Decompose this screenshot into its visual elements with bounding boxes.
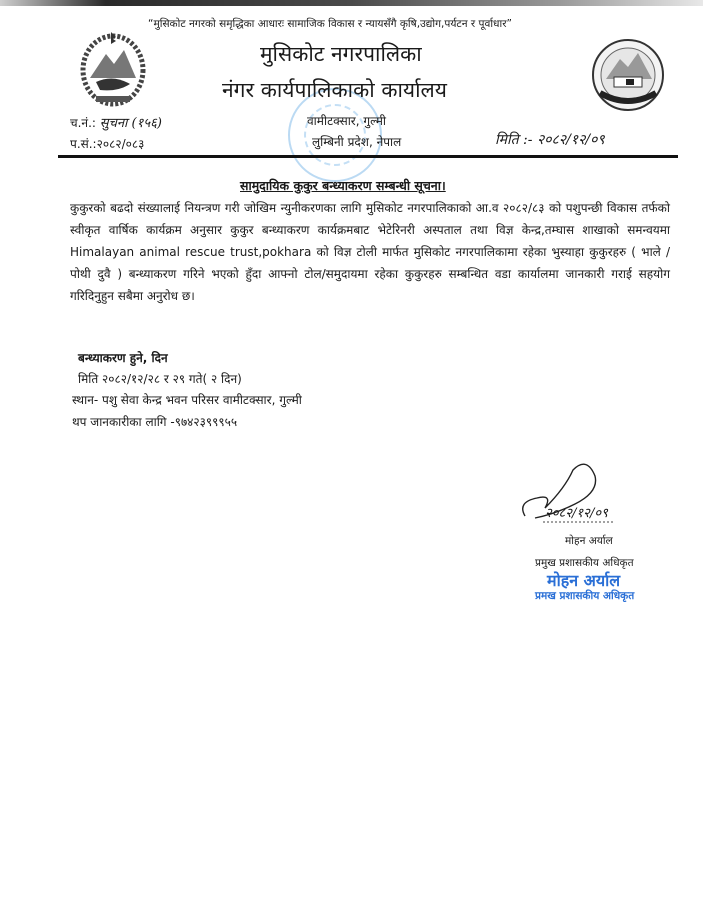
fiscal-year	[70, 135, 144, 152]
issue-date	[495, 130, 605, 149]
address-line-1: वामीटक्सार, गुल्मी	[307, 114, 387, 128]
notice-body	[70, 197, 670, 307]
notice-subject: सामुदायिक कुकुर बन्ध्याकरण सम्बन्धी सूचना।	[240, 178, 446, 193]
stamp-title: प्रमख प्रशासकीय अधिकृत	[535, 590, 635, 602]
signature-date: २०८२/१२/०९	[545, 506, 608, 521]
office-name: नंगर कार्यपालिकाको कार्यालय	[222, 78, 447, 102]
address-line-2: लुम्बिनी प्रदेश, नेपाल	[312, 135, 402, 149]
stamp-name: मोहन अर्याल	[547, 571, 621, 590]
slogan: “मुसिकोट नगरको समृद्धिका आधारः सामाजिक विकास र न्यायसँगै कृषि,उद्योग,पर्यटन र पूर्वाधार”	[148, 18, 512, 30]
ref-label: च.नं.:	[70, 116, 96, 130]
signatory-title: प्रमुख प्रशासकीय अधिकृत	[535, 557, 634, 569]
details-date: मिति २०८२/१२/२८ र २९ गते( २ दिन)	[78, 372, 242, 386]
reference-number	[70, 113, 162, 131]
ref-value: सुचना (१५६)	[99, 116, 162, 131]
date-label: मिति :-	[495, 132, 533, 148]
fiscal-value: २०८२/०८३	[96, 137, 145, 151]
details-place: स्थान- पशु सेवा केन्द्र भवन परिसर वामीटक्सार, गुल्मी	[72, 393, 302, 407]
details-contact: थप जानकारीका लागि -९७४२३९९९५५	[72, 415, 238, 429]
municipality-name: मुसिकोट नगरपालिका	[260, 42, 422, 66]
details-heading: बन्ध्याकरण हुने, दिन	[78, 351, 168, 365]
notice-body-text: कुकुरको बढदो संख्यालाई नियन्त्रण गरी जोखिम न्युनीकरणका लागि मुसिकोट नगरपालिकाको आ.व २०८२/८३ को पशुपन्छी विकास तर्फको स्वीकृत वार्षिक कार्यक्रम अनुसार कुकुर बन्ध्याकरण कार्यक्रमबाट भेटेरिनरी अस्पताल तथा विज्ञ केन्द्र,तम्घास शाखाको समन्वयमा Himalayan animal rescue trust,pokhara को विज्ञ टोली मार्फत मुसिकोट नगरपालिकामा रहेका भुस्याहा कुकुरहरु ( भाले /पोथी दुवै ) बन्ध्याकरण गरिने भएको हुँदा आफ्नो टोल/समुदायमा रहेका कुकुरहरु सम्बन्धित वडा कार्यालमा जानकारी गराई सहयोग गरिदिनुहुन सबैमा अनुरोध छ।	[70, 201, 670, 303]
scan-edge	[0, 0, 703, 6]
header-divider	[58, 155, 678, 158]
signatory-name: मोहन अर्याल	[565, 535, 613, 547]
nepal-emblem-icon	[78, 30, 148, 110]
fiscal-label: प.सं.:	[70, 137, 97, 151]
musikot-municipality-logo-icon	[590, 35, 666, 115]
date-value: २०८२/१२/०९	[536, 132, 605, 148]
